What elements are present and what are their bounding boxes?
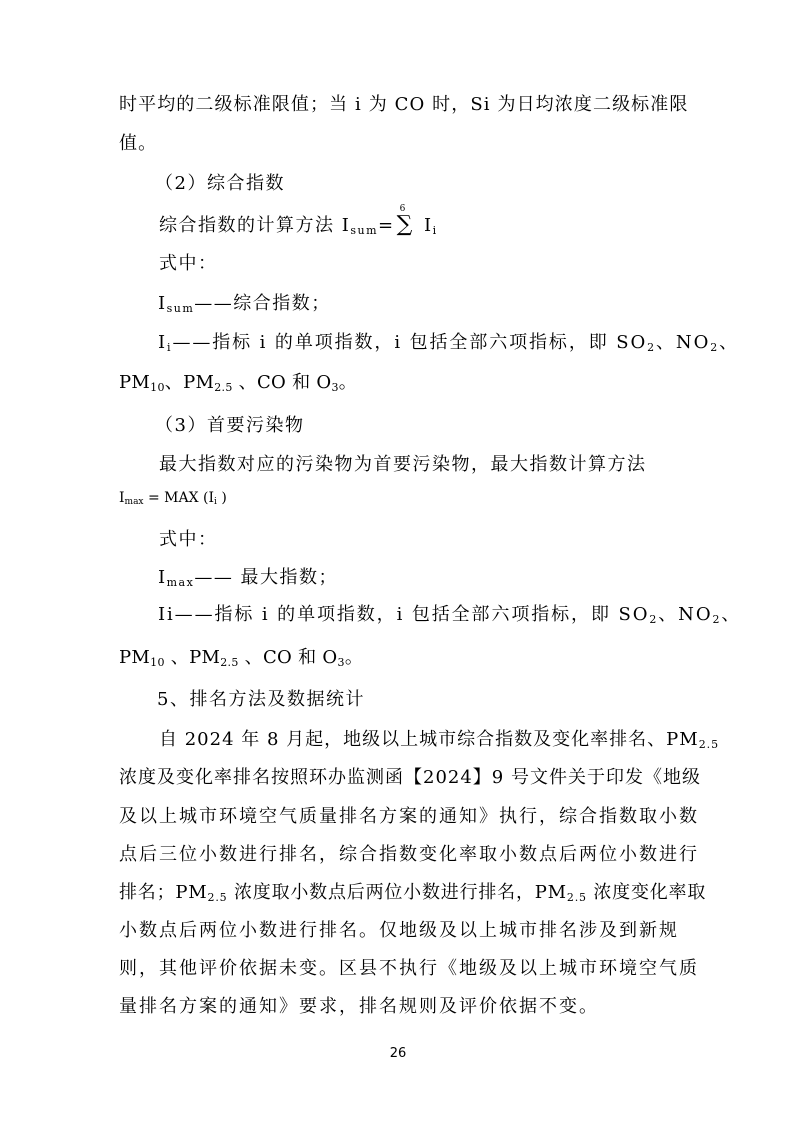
- text-line: $PM_{10}$ 、$PM_{2.5}$ 、CO 和 $O_3$。: [119, 647, 364, 669]
- text-line: 式中：: [159, 529, 218, 550]
- paragraph-line: 及以上城市环境空气质量排名方案的通知》执行，综合指数取小数: [119, 806, 699, 827]
- paragraph-line: 排名；$PM_{2.5}$ 浓度取小数点后两位小数进行排名，$PM_{2.5}$ 浓度变化率取: [119, 882, 707, 904]
- text-line: 最大指数对应的污染物为首要污染物，最大指数计算方法: [159, 454, 647, 475]
- section-heading: （3）首要污染物: [155, 415, 305, 436]
- formula-line: 综合指数的计算方法 $I_{sum}=$ 6 ∑ $I_i$: [159, 204, 438, 237]
- summation-symbol: 6 ∑: [396, 204, 414, 237]
- formula-line: $I_{max}$ = MAX ($I_i$ ): [119, 490, 227, 507]
- definition-line: Ii——指标 i 的单项指数，i 包括全部六项指标，即 $SO_2$、$NO_2$、: [158, 604, 742, 626]
- section-heading: （2）综合指数: [155, 173, 285, 194]
- text-line: 时平均的二级标准限值；当 i 为 CO 时，Si 为日均浓度二级标准限: [119, 94, 689, 115]
- definition-line: $I_i——$指标 i 的单项指数，i 包括全部六项指标，即 $SO_2$、$NO_2$、: [158, 332, 740, 354]
- paragraph-line: 自 2024 年 8 月起，地级以上城市综合指数及变化率排名、$PM_{2.5}$: [159, 729, 720, 751]
- page-number: 26: [389, 1046, 407, 1061]
- paragraph-line: 点后三位小数进行排名，综合指数变化率取小数点后两位小数进行: [119, 844, 699, 865]
- text-line: 值。: [119, 133, 158, 154]
- definition-line: $I_{max}——$ 最大指数；: [158, 567, 339, 589]
- text-line: $PM_{10}$、$PM_{2.5}$ 、CO 和 $O_3$。: [119, 372, 358, 394]
- section-heading: 5、排名方法及数据统计: [157, 689, 365, 710]
- paragraph-line: 量排名方案的通知》要求，排名规则及评价依据不变。: [119, 996, 599, 1017]
- text-line: 式中：: [159, 253, 218, 274]
- definition-line: $I_{sum}——$综合指数；: [158, 293, 331, 315]
- paragraph-line: 则，其他评价依据未变。区县不执行《地级及以上城市环境空气质: [119, 958, 699, 979]
- paragraph-line: 小数点后两位小数进行排名。仅地级及以上城市排名涉及到新规: [119, 920, 679, 941]
- paragraph-line: 浓度及变化率排名按照环办监测函【2024】9 号文件关于印发《地级: [119, 767, 701, 788]
